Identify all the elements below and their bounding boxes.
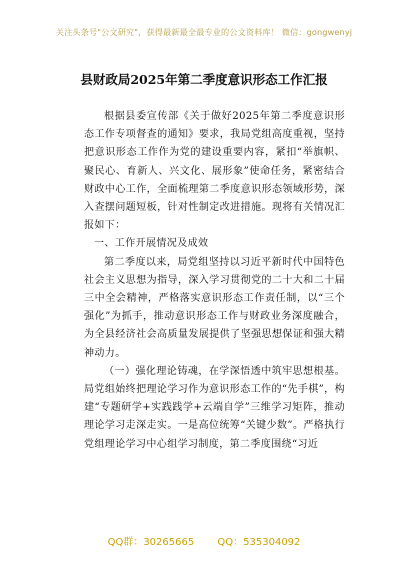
section-paragraph: 第二季度以来，局党组坚持以习近平新时代中国特色社会主义思想为指导，深入学习贯彻党的二十大和二十届三中全会精神，严格落实意识形态工作责任制，以“三个强化”为抓手，推动意识形态工作与财政业务深度融合，为全县经济社会高质量发展提供了坚强思想保证和强大精神动力。 (84, 256, 345, 359)
footer-contact (0, 533, 408, 548)
document-body (84, 108, 345, 454)
footer-qq: QQ：535304092 (217, 537, 301, 548)
footer-qq-group: QQ群：30265665 (107, 537, 195, 548)
document-title: 县财政局2025年第二季度意识形态工作汇报 (80, 72, 328, 87)
intro-paragraph: 根据县委宣传部《关于做好2025年第二季度意识形态工作专项督查的通知》要求，我局党组高度重视，坚持把意识形态工作作为党的建设重要内容，紧扣“举旗帜、聚民心、育新人、兴文化、展形象”使命任务，紧密结合财政中心工作，全面梳理第二季度意识形态领域形势，深入查摆问题短板，针对性制定改进措施。现将有关情况汇报如下： (84, 111, 345, 232)
header-watermark-note: 关注头条号"公文研究"，获得最新最全最专业的公文资料库！ 微信：gongwenyj (55, 27, 353, 37)
section-heading: 一、工作开展情况及成效 (94, 238, 209, 250)
subsection-paragraph: （一）强化理论铸魂，在学深悟透中筑牢思想根基。局党组始终把理论学习作为意识形态工作的“先手棋”，构建“专题研学+实践践学+云端自学”三维学习矩阵，推动理论学习走深走实。一是高位统筹“关键少数”。严格执行党组理论学习中心组学习制度，第二季度围绕“习近 (84, 365, 345, 450)
